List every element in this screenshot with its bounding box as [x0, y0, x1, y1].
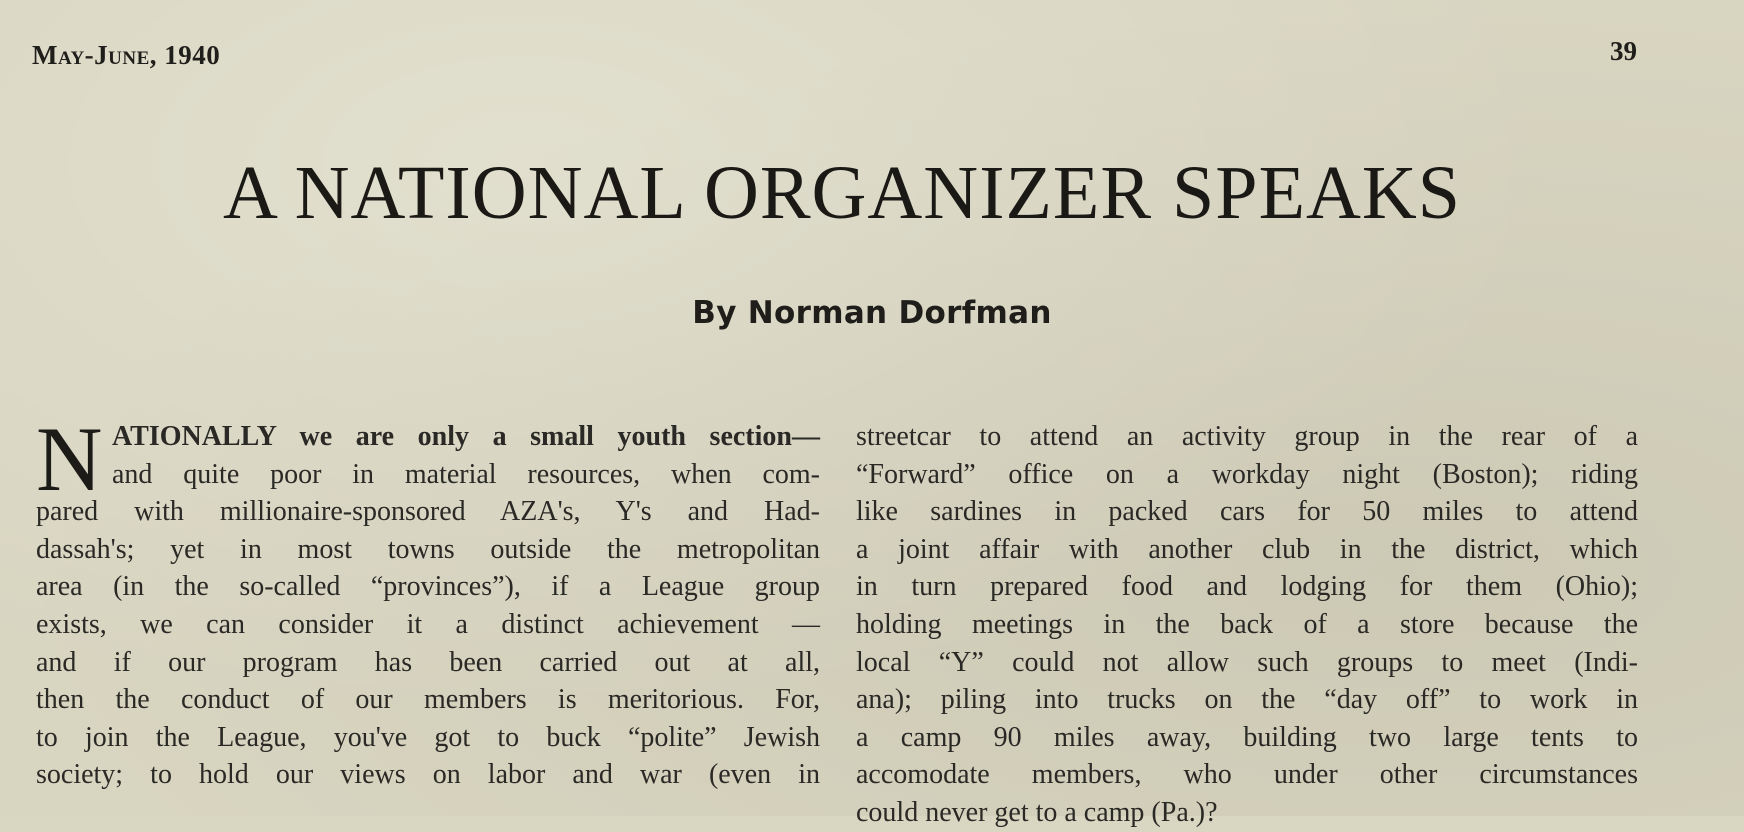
text-line: “Forward” office on a workday night (Boston); riding — [856, 458, 1638, 490]
text-line: society; to hold our views on labor and war (even in — [36, 759, 820, 791]
text-line: then the conduct of our members is meritorious. For, — [36, 684, 820, 716]
text-line: a joint affair with another club in the district, which — [856, 533, 1638, 565]
text-line: pared with millionaire-sponsored AZA's, Y's and Had- — [36, 496, 820, 528]
text-line: and if our program has been carried out at all, — [36, 646, 820, 678]
text-line: exists, we can consider it a distinct achievement — — [36, 608, 820, 640]
text-line: and quite poor in material resources, when com- — [112, 458, 820, 490]
text-line: holding meetings in the back of a store because the — [856, 608, 1638, 640]
running-head — [32, 40, 220, 71]
text-line: ana); piling into trucks on the “day off” to work in — [856, 684, 1638, 716]
drop-cap: N — [36, 408, 103, 510]
text-line: local “Y” could not allow such groups to meet (Indi- — [856, 646, 1638, 678]
running-head-text: May-June, 1940 — [32, 40, 221, 70]
text-line: to join the League, you've got to buck “polite” Jewish — [36, 721, 820, 753]
text-line: ATIONALLY we are only a small youth section— — [112, 421, 820, 452]
text-line: a camp 90 miles away, building two large tents to — [856, 721, 1638, 753]
article-title: A NATIONAL ORGANIZER SPEAKS — [222, 151, 1462, 235]
text-line: streetcar to attend an activity group in the rear of a — [856, 421, 1638, 452]
text-line: like sardines in packed cars for 50 miles to attend — [856, 496, 1638, 528]
page-number: 39 — [1610, 36, 1637, 66]
text-line: dassah's; yet in most towns outside the metropolitan — [36, 533, 820, 565]
text-line: area (in the so-called “provinces”), if a League group — [36, 571, 820, 603]
article-byline: By Norman Dorfman — [692, 295, 1052, 331]
right-column — [856, 418, 1638, 832]
text-line: in turn prepared food and lodging for them (Ohio); — [856, 571, 1638, 603]
opening-paragraph — [36, 408, 820, 510]
text-line: accomodate members, who under other circumstances — [856, 759, 1638, 791]
text-line: could never get to a camp (Pa.)? — [856, 796, 1218, 828]
left-column — [36, 408, 820, 794]
